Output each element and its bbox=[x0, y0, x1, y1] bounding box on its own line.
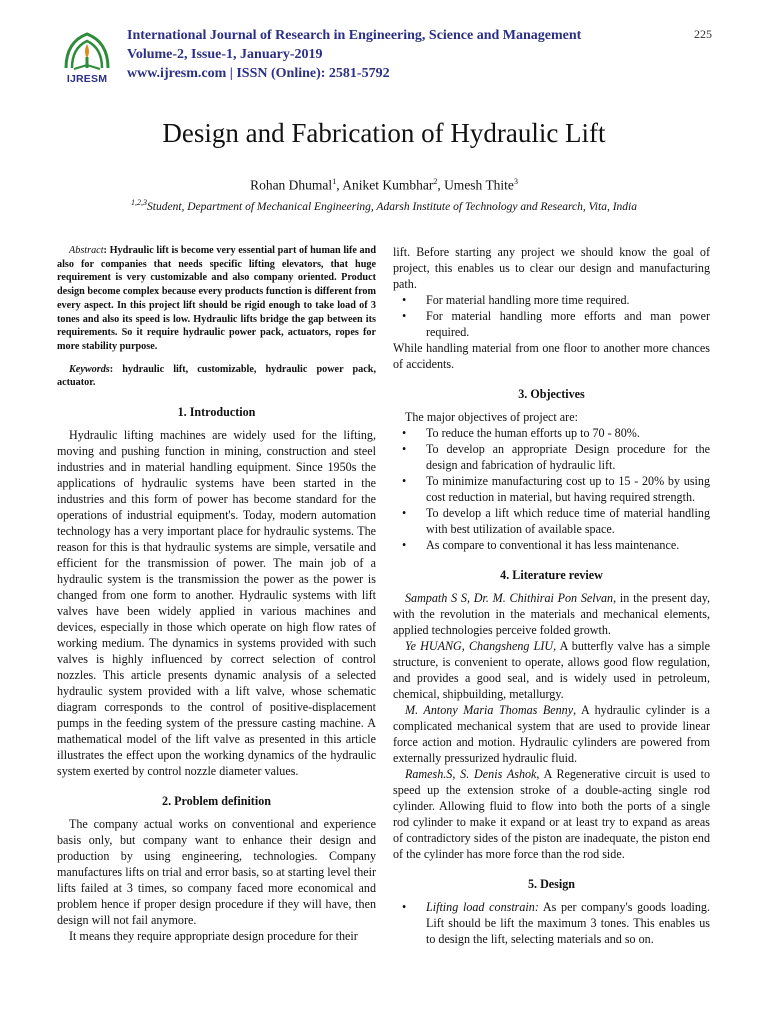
logo-text: IJRESM bbox=[66, 73, 108, 85]
right-column bbox=[393, 244, 710, 947]
author-separator: , bbox=[437, 177, 445, 193]
journal-website-issn: www.ijresm.com | ISSN (Online): 2581-5792 bbox=[127, 66, 390, 81]
open-book-lamp-icon bbox=[60, 28, 114, 72]
list-item-text: To develop an appropriate Design procedure for the design and fabrication of hydraulic lift. bbox=[426, 442, 710, 472]
objectives-intro: The major objectives of project are: bbox=[405, 410, 578, 424]
introduction-text: Hydraulic lifting machines are widely used for the lifting, moving and pushing function in mining, construction and steel industries and in material handling equipment. Since 1950s the applications of hydraulic systems have been started in the industries and this form of power has become standard for the operations of industrial equipment's. Today, modern automation technology has a very important place for hydraulic systems. The reason for this is that hydraulic systems are simple, versatile and efficient for the transmission of power. The main job of a hydraulic system is the transmission the power as the power is changed from one form to another. Hydraulic systems with lift valves have been widely applied in various machines and devices, especially in those which operate on high flow rates of working medium. The dynamics in systems provided with such valves is highly influenced by correct selection of control nozzles. This article presents dynamic analysis of a selected hydraulic system provided with a lift valve, whose schematic diagram corresponds to the control of positive-displacement pumps in the feeding system of the pressure casting machine. A mathematical model of the lift valve as presented in this article illustrates the effect upon the working dynamics of the hydraulic system exerted by control nozzle diameter values. bbox=[57, 428, 376, 779]
list-item-text: To reduce the human efforts up to 70 - 80%. bbox=[426, 426, 640, 440]
problem-closing: While handling material from one floor to another more chances of accidents. bbox=[393, 341, 710, 371]
bullet-icon: • bbox=[402, 293, 407, 307]
list-item bbox=[393, 292, 710, 308]
list-item-text: For material handling more efforts and man power required. bbox=[426, 309, 710, 339]
objectives-heading: 3. Objectives bbox=[518, 387, 585, 401]
bullet-icon: • bbox=[402, 309, 407, 323]
literature-text: , A butterfly valve has a simple structure, is convenient to operate, allows good flow regulation, and provides a good seal, and is widely used in petroleum, chemical, shipbuilding, metallurgy. bbox=[393, 639, 710, 701]
author-name: Rohan Dhumal bbox=[250, 177, 333, 193]
literature-text: , A hydraulic cylinder is a complicated mechanical system that are used to provide linear force action and motion. Hydraulic cylinders are powered from externally pressurized hydraulic fluid. bbox=[393, 703, 710, 765]
list-item-text: To minimize manufacturing cost up to 15 - 20% by using cost reduction in material, but having required strength. bbox=[426, 474, 710, 504]
abstract-text: : Hydraulic lift is become very essential part of human life and also for companies that needs specific lifting elevators, that huge requirement is very customizable and also company oriented. Product design become complex because every products function is different from every aspect. In this project lift should be rigid enough to take load of 3 tones and also its speed is low. Hydraulic lifts bridge the gap between its requirements. So it require hydraulic power pack, actuators, ropes for more stability purpose. bbox=[57, 245, 376, 352]
author-name: Aniket Kumbhar bbox=[342, 177, 434, 193]
literature-heading: 4. Literature review bbox=[500, 568, 603, 582]
list-item bbox=[393, 441, 710, 473]
list-item bbox=[393, 537, 710, 553]
author-separator: , bbox=[336, 177, 343, 193]
bullet-icon: • bbox=[402, 900, 407, 914]
affiliation-sup: 1,2,3 bbox=[131, 198, 148, 207]
bullet-icon: • bbox=[402, 506, 407, 520]
literature-authors: Ramesh.S, S. Denis Ashok bbox=[405, 767, 537, 781]
page-number: 225 bbox=[694, 27, 712, 41]
design-bullet-text: As per company's goods loading. Lift should be lift the maximum 3 tones. This enables us to design the lift, selecting materials and so on. bbox=[426, 900, 710, 946]
author-name: Umesh Thite bbox=[444, 177, 514, 193]
paper-title: Design and Fabrication of Hydraulic Lift bbox=[162, 118, 606, 148]
affiliation-text: Student, Department of Mechanical Engineering, Adarsh Institute of Technology and Research, Vita, India bbox=[147, 200, 637, 213]
literature-authors: Ye HUANG, Changsheng LIU bbox=[405, 639, 554, 653]
list-item bbox=[393, 899, 710, 947]
journal-name: International Journal of Research in Engineering, Science and Management bbox=[127, 28, 582, 43]
list-item-text: For material handling more time required. bbox=[426, 293, 630, 307]
keywords-text: : hydraulic lift, customizable, hydraulic power pack, actuator. bbox=[57, 363, 376, 389]
literature-entry bbox=[393, 590, 710, 638]
literature-text: , A Regenerative circuit is used to speed up the extension stroke of a double-acting single rod cylinder. Allowing fluid to flow into both the ports of a single rod cylinder to make it expand or at least try to expand as areas of contradictory sides of the piston are inadequate, the piston end of the cylinder has more force than the rod side. bbox=[393, 767, 710, 861]
bullet-icon: • bbox=[402, 442, 407, 456]
literature-entry bbox=[393, 638, 710, 702]
affiliation bbox=[0, 198, 768, 213]
list-item-text: To develop a lift which reduce time of material handling with best utilization of available space. bbox=[426, 506, 710, 536]
keywords bbox=[57, 363, 376, 390]
abstract bbox=[57, 244, 376, 354]
objectives-bullets bbox=[393, 425, 710, 553]
design-bullet-lead: Lifting load constrain: bbox=[426, 900, 539, 914]
journal-volume: Volume-2, Issue-1, January-2019 bbox=[127, 47, 323, 62]
author-sup: 2 bbox=[433, 177, 438, 186]
abstract-label: Abstract bbox=[69, 245, 104, 256]
journal-logo bbox=[60, 28, 114, 86]
problem-paragraph-continued: lift. Before starting any project we should know the goal of project, this enables us to clear our design and manufacturing path. bbox=[393, 245, 710, 291]
author-sup: 1 bbox=[332, 177, 337, 186]
left-column bbox=[57, 244, 376, 944]
author-sup: 3 bbox=[513, 177, 518, 186]
list-item bbox=[393, 473, 710, 505]
journal-header bbox=[60, 24, 720, 90]
problem-heading: 2. Problem definition bbox=[162, 794, 271, 809]
problem-paragraph: The company actual works on conventional and experience basis only, but company want to enhance their design and production by using engineering, technologies. Company manufactures lifts on trial and error basis, so at starting level their lifts failed at 3 times, so company faced more economical and problem hence if proper design procedure if they will have, then design will not fail anymore. bbox=[57, 817, 376, 928]
list-item-text: As compare to conventional it has less maintenance. bbox=[426, 538, 680, 552]
list-item bbox=[393, 308, 710, 340]
design-bullets bbox=[393, 899, 710, 947]
design-heading: 5. Design bbox=[527, 877, 576, 891]
introduction-heading: 1. Introduction bbox=[177, 405, 256, 420]
keywords-label: Keywords bbox=[69, 363, 110, 375]
problem-bullets bbox=[393, 292, 710, 340]
literature-entry bbox=[393, 702, 710, 766]
author-list bbox=[0, 177, 768, 194]
journal-info bbox=[127, 26, 581, 83]
bullet-icon: • bbox=[402, 426, 407, 440]
bullet-icon: • bbox=[402, 474, 407, 488]
literature-entry bbox=[393, 766, 710, 862]
bullet-icon: • bbox=[402, 538, 407, 552]
list-item bbox=[393, 505, 710, 537]
literature-authors: M. Antony Maria Thomas Benny bbox=[405, 703, 574, 717]
literature-text: , in the present day, with the revolution in the materials and mechanical elements, applied technologies perceive folded growth. bbox=[393, 591, 711, 637]
list-item bbox=[393, 425, 710, 441]
literature-authors: Sampath S S, Dr. M. Chithirai Pon Selvan bbox=[405, 591, 614, 605]
problem-paragraph: It means they require appropriate design procedure for their bbox=[69, 929, 358, 944]
